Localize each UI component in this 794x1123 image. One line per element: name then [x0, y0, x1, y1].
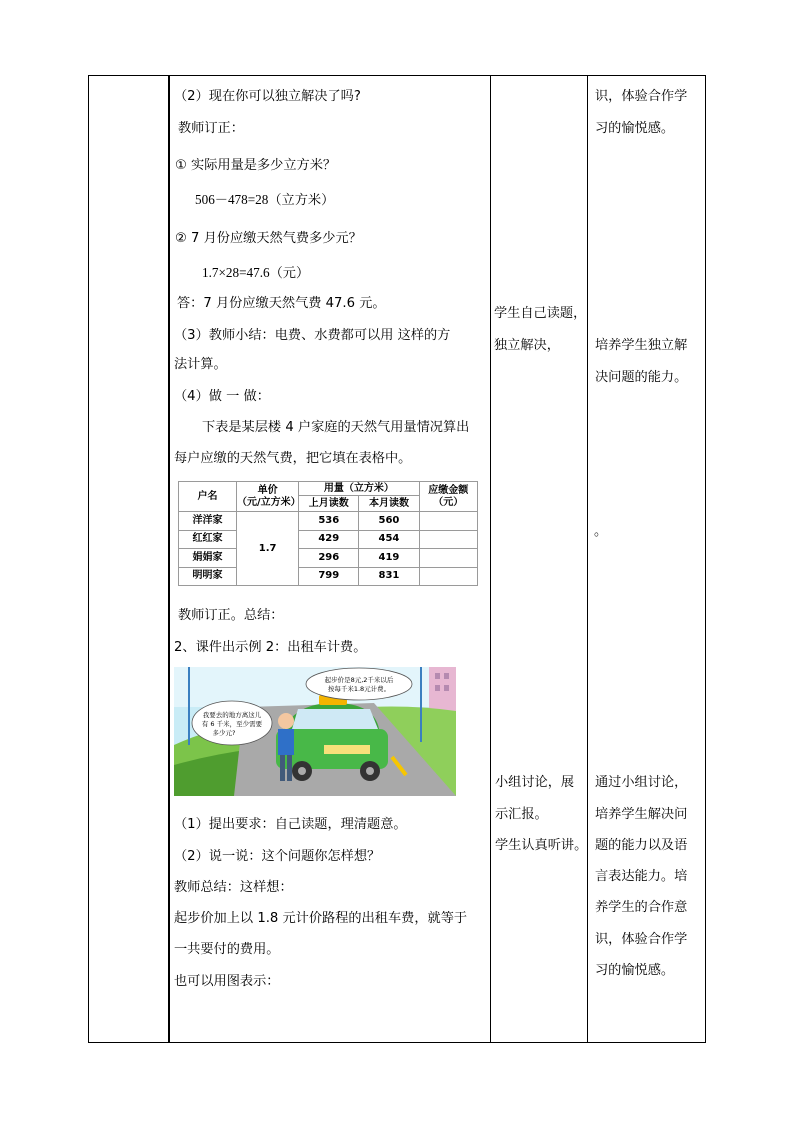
text-line: 识，体验合作学 — [595, 89, 688, 104]
text-line: 识，体验合作学 — [595, 932, 688, 947]
text-line: 。 — [594, 524, 608, 539]
header-usage: 用量（立方米） — [299, 482, 419, 496]
amount-cell[interactable] — [419, 512, 477, 531]
table-row: 明明家 799 831 — [179, 567, 478, 586]
text-line: 教师订正： — [178, 121, 244, 136]
text-line: （2）现在你可以独立解决了吗? — [174, 89, 361, 104]
table-row: 洋洋家 1.7 536 560 — [179, 512, 478, 531]
column-divider — [169, 76, 170, 1042]
text-line: 示汇报。 — [495, 807, 548, 822]
calculation-1: 506－478=28（立方米） — [195, 192, 335, 207]
table-row: 红红家 429 454 — [179, 530, 478, 549]
text-line: 小组讨论，展 — [495, 775, 575, 790]
text-line: （2）说一说：这个问题你怎样想？ — [174, 849, 381, 864]
text-line: 习的愉悦感。 — [595, 121, 675, 136]
text-line: 教师总结：这样想： — [174, 880, 293, 895]
text-line: 学生认真听讲。 — [495, 838, 588, 853]
text-line: 一共要付的费用。 — [174, 942, 280, 957]
teacher-summary: （3）教师小结：电费、水费都可以用 这样的方 — [174, 328, 451, 343]
text-line: 法计算。 — [174, 357, 227, 372]
amount-cell[interactable] — [419, 530, 477, 549]
answer-line: 答：7 月份应缴天然气费 47.6 元。 — [177, 296, 386, 311]
amount-cell[interactable] — [419, 567, 477, 586]
text-line: 养学生的合作意 — [595, 900, 688, 915]
driver-bubble-line-2: 按每千米1.8元计费。 — [327, 685, 391, 693]
amount-cell[interactable] — [419, 549, 477, 568]
boy-bubble-line-1: 我要去的地方离这儿 — [202, 711, 262, 719]
taxi-illustration — [174, 667, 456, 796]
boy-bubble-line-3: 多少元? — [212, 729, 236, 737]
text-line: 习的愉悦感。 — [595, 963, 675, 978]
table-row: 娟娟家 296 419 — [179, 549, 478, 568]
text-line: 通过小组讨论， — [595, 775, 688, 790]
text-line: 培养学生独立解 — [595, 338, 688, 353]
text-line: 独立解决， — [494, 338, 560, 353]
header-price: 单价 （元/立方米） — [237, 482, 299, 512]
boy-bubble-line-2: 有 6 千米，至少需要 — [201, 720, 263, 728]
gas-usage-table — [178, 481, 478, 586]
header-last-reading: 上月读数 — [299, 496, 359, 512]
question-1: ① 实际用量是多少立方米？ — [175, 158, 337, 173]
header-household: 户名 — [179, 482, 237, 512]
header-amount: 应缴金额 （元） — [419, 482, 477, 512]
text-line: 学生自己读题， — [494, 306, 587, 321]
practice-heading: （4）做 一 做： — [174, 389, 270, 404]
text-line: 题的能力以及语 — [595, 838, 688, 853]
header-this-reading: 本月读数 — [359, 496, 419, 512]
calculation-2: 1.7×28=47.6（元） — [202, 265, 310, 280]
question-2: ② 7 月份应缴天然气费多少元？ — [175, 231, 362, 246]
text-line: （1）提出要求：自己读题，理清题意。 — [174, 817, 407, 832]
column-divider — [490, 76, 491, 1042]
text-line: 培养学生解决问 — [595, 807, 688, 822]
text-line: 每户应缴的天然气费，把它填在表格中。 — [174, 451, 412, 466]
text-line: 教师订正。总结： — [178, 608, 284, 623]
text-line: 决问题的能力。 — [595, 370, 688, 385]
text-line: 言表达能力。培 — [595, 869, 688, 884]
text-line: 也可以用图表示： — [174, 974, 280, 989]
practice-instruction: 下表是某层楼 4 户家庭的天然气用量情况算出 — [202, 420, 470, 435]
column-divider — [587, 76, 588, 1042]
driver-bubble-line-1: 起步价是8元,2千米以后 — [324, 676, 394, 684]
text-line: 起步价加上以 1.8 元计价路程的出租车费，就等于 — [174, 911, 468, 926]
unit-price-value: 1.7 — [237, 512, 299, 586]
example-heading: 2、课件出示例 2：出租车计费。 — [174, 640, 367, 655]
